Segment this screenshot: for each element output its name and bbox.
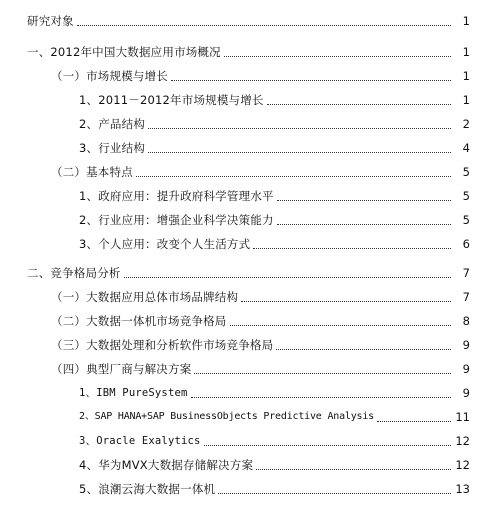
toc-entry[interactable]	[0, 114, 484, 132]
toc-entry[interactable]	[0, 431, 484, 449]
toc-entry[interactable]	[0, 287, 484, 305]
toc-dot-leader	[124, 277, 451, 278]
toc-entry-title: 1、2011－2012年市场规模与增长	[79, 93, 264, 107]
toc-entry-title: 一、2012年中国大数据应用市场概况	[27, 45, 221, 59]
toc-entry-page: 2	[462, 117, 470, 131]
toc-dot-leader	[241, 301, 451, 302]
toc-entry-title: （二）基本特点	[51, 165, 133, 179]
toc-dot-leader	[377, 421, 451, 422]
toc-entry[interactable]	[0, 455, 484, 473]
toc-entry-title: 3、行业结构	[79, 141, 146, 155]
toc-dot-leader	[148, 128, 451, 129]
toc-entry-page: 1	[462, 93, 470, 107]
toc-entry-page: 9	[462, 362, 470, 376]
toc-entry-title: （一）市场规模与增长	[51, 69, 168, 83]
toc-entry-page: 1	[462, 69, 470, 83]
toc-entry[interactable]	[0, 335, 484, 353]
toc-entry[interactable]	[0, 66, 484, 84]
toc-dot-leader	[191, 397, 451, 398]
toc-dot-leader	[171, 80, 451, 81]
toc-entry-page: 8	[462, 314, 470, 328]
toc-entry-title: （二）大数据一体机市场竞争格局	[51, 314, 227, 328]
toc-entry-page: 7	[462, 266, 470, 280]
toc-dot-leader	[276, 349, 451, 350]
toc-dot-leader	[277, 224, 451, 225]
toc-dot-leader	[230, 325, 452, 326]
toc-entry[interactable]	[0, 138, 484, 156]
toc-entry-title: 4、华为MVX大数据存储解决方案	[79, 458, 254, 472]
toc-entry-title: 二、竞争格局分析	[27, 266, 121, 280]
toc-entry-title: 3、个人应用：改变个人生活方式	[79, 237, 251, 251]
toc-dot-leader	[136, 176, 451, 177]
toc-entry-page: 9	[462, 338, 470, 352]
toc-entry-title: 5、浪潮云海大数据一体机	[79, 482, 216, 496]
toc-entry-page: 12	[455, 458, 470, 472]
toc-entry-page: 13	[455, 482, 470, 496]
toc-entry[interactable]	[0, 407, 484, 425]
toc-entry-title: （一）大数据应用总体市场品牌结构	[51, 290, 239, 304]
toc-entry-title: 3、Oracle Exalytics	[79, 435, 201, 447]
toc-dot-leader	[194, 373, 451, 374]
toc-dot-leader	[267, 104, 451, 105]
toc-dot-leader	[224, 56, 451, 57]
toc-entry-page: 9	[462, 386, 470, 400]
toc-entry[interactable]	[0, 479, 484, 497]
toc-entry-title: （三）大数据处理和分析软件市场竞争格局	[51, 338, 274, 352]
toc-entry[interactable]	[0, 383, 484, 401]
toc-entry-title: 1、政府应用：提升政府科学管理水平	[79, 189, 274, 203]
toc-entry[interactable]	[0, 11, 484, 29]
toc-entry-page: 11	[455, 410, 470, 424]
toc-entry-title: （四）典型厂商与解决方案	[51, 362, 192, 376]
toc-entry-title: 2、产品结构	[79, 117, 146, 131]
toc-entry-title: 2、SAP HANA+SAP BusinessObjects Predictive Analysis	[79, 411, 375, 422]
toc-entry[interactable]	[0, 42, 484, 60]
toc-entry-page: 12	[455, 434, 470, 448]
toc-entry-page: 7	[462, 290, 470, 304]
toc-dot-leader	[277, 200, 451, 201]
toc-entry-title: 2、行业应用：增强企业科学决策能力	[79, 213, 274, 227]
toc-entry-page: 4	[462, 141, 470, 155]
toc-dot-leader	[204, 445, 451, 446]
toc-entry-page: 5	[462, 189, 470, 203]
toc-dot-leader	[148, 152, 451, 153]
toc-entry[interactable]	[0, 162, 484, 180]
toc-entry[interactable]	[0, 359, 484, 377]
toc-entry[interactable]	[0, 311, 484, 329]
toc-entry-page: 6	[462, 237, 470, 251]
toc-entry-page: 1	[462, 45, 470, 59]
toc-dot-leader	[218, 493, 451, 494]
toc-dot-leader	[77, 25, 451, 26]
toc-entry[interactable]	[0, 234, 484, 252]
toc-entry-page: 5	[462, 213, 470, 227]
toc-entry-page: 1	[462, 14, 470, 28]
toc-entry-page: 5	[462, 165, 470, 179]
toc-entry[interactable]	[0, 186, 484, 204]
toc-entry[interactable]	[0, 263, 484, 281]
toc-dot-leader	[256, 469, 451, 470]
toc-dot-leader	[253, 248, 451, 249]
toc-entry-title: 研究对象	[27, 14, 74, 28]
toc-entry[interactable]	[0, 210, 484, 228]
toc-entry-title: 1、IBM PureSystem	[79, 387, 188, 399]
toc-entry[interactable]	[0, 90, 484, 108]
